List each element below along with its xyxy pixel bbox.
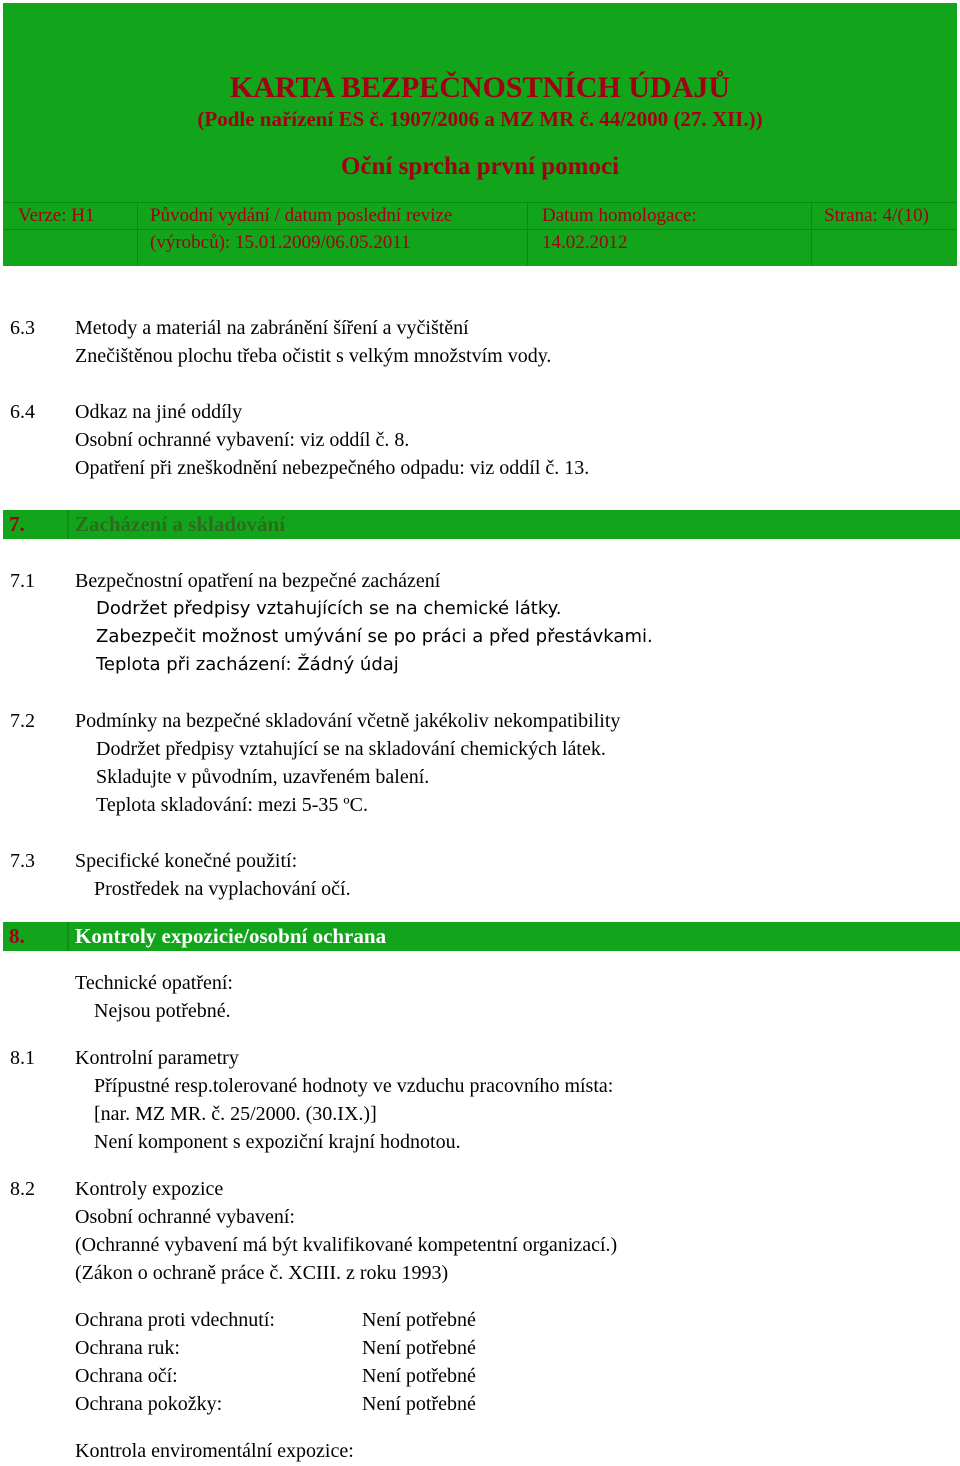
- section-7-2-text: Skladujte v původním, uzavřeném balení.: [96, 766, 430, 788]
- heading-divider: [67, 922, 69, 951]
- section-7-1-text: Teplota při zacházení: Žádný údaj: [96, 654, 399, 675]
- section-8-1-text: [nar. MZ MR. č. 25/2000. (30.IX.)]: [94, 1103, 377, 1125]
- homologation-label: Datum homologace:: [542, 205, 697, 226]
- protection-label: Ochrana očí:: [75, 1365, 178, 1387]
- section-6-3-number: 6.3: [10, 317, 35, 339]
- section-7-2-text: Dodržet předpisy vztahující se na skladování chemických látek.: [96, 738, 606, 760]
- section-6-3-title: Metody a materiál na zabránění šíření a vyčištění: [75, 317, 469, 339]
- protection-value: Není potřebné: [362, 1365, 476, 1387]
- meta-col-divider: [811, 202, 812, 266]
- section-8-1-number: 8.1: [10, 1047, 35, 1069]
- section-7-1-number: 7.1: [10, 570, 35, 592]
- meta-divider: [3, 202, 957, 203]
- section-7-title: Zacházení a skladování: [75, 512, 286, 536]
- page-number: Strana: 4/(10): [824, 205, 930, 226]
- meta-col-divider: [137, 202, 138, 266]
- document-header: [3, 3, 957, 266]
- meta-row-divider: [3, 229, 957, 230]
- section-6-4-title: Odkaz na jiné oddíly: [75, 401, 243, 423]
- section-8-2-text: (Ochranné vybavení má být kvalifikované kompetentní organizací.): [75, 1234, 618, 1256]
- product-name: Oční sprcha první pomoci: [340, 153, 620, 180]
- section-7-2-number: 7.2: [10, 710, 35, 732]
- section-7-3-title: Specifické konečné použití:: [75, 850, 298, 872]
- section-7-3-text: Prostředek na vyplachování očí.: [94, 878, 351, 900]
- protection-label: Ochrana pokožky:: [75, 1393, 223, 1415]
- section-8-title: Kontroly expozicie/osobní ochrana: [75, 924, 387, 948]
- section-7-1-text: Zabezpečit možnost umývání se po práci a před přestávkami.: [96, 626, 653, 647]
- section-6-4-number: 6.4: [10, 401, 35, 423]
- section-6-4-text: Osobní ochranné vybavení: viz oddíl č. 8.: [75, 429, 410, 451]
- protection-value: Není potřebné: [362, 1309, 476, 1331]
- section-7-heading-bar: [3, 510, 960, 539]
- section-7-1-title: Bezpečnostní opatření na bezpečné zacházení: [75, 570, 441, 592]
- protection-label: Ochrana proti vdechnutí:: [75, 1309, 275, 1331]
- section-8-heading-bar: [3, 922, 960, 951]
- section-7-3-number: 7.3: [10, 850, 35, 872]
- environmental-exposure-title: Kontrola enviromentální expozice:: [75, 1440, 354, 1462]
- section-7-2-title: Podmínky na bezpečné skladování včetně jakékoliv nekompatibility: [75, 710, 621, 732]
- section-8-2-text: (Zákon o ochraně práce č. XCIII. z roku 1993): [75, 1262, 449, 1284]
- section-8-1-text: Není komponent s expoziční krajní hodnotou.: [94, 1131, 461, 1153]
- section-8-2-text: Osobní ochranné vybavení:: [75, 1206, 295, 1228]
- section-8-2-number: 8.2: [10, 1178, 35, 1200]
- section-6-4-text: Opatření při zneškodnění nebezpečného odpadu: viz oddíl č. 13.: [75, 457, 590, 479]
- homologation-date: 14.02.2012: [542, 232, 628, 253]
- section-8-1-text: Přípustné resp.tolerované hodnoty ve vzduchu pracovního místa:: [94, 1075, 614, 1097]
- section-7-1-text: Dodržet předpisy vztahujících se na chemické látky.: [96, 598, 562, 619]
- section-6-3-text: Znečištěnou plochu třeba očistit s velkým množstvím vody.: [75, 345, 552, 367]
- section-7-number: 7.: [9, 512, 25, 536]
- protection-value: Není potřebné: [362, 1393, 476, 1415]
- section-8-2-title: Kontroly expozice: [75, 1178, 224, 1200]
- issue-label: Původní vydání / datum poslední revize: [150, 205, 453, 226]
- section-7-2-text: Teplota skladování: mezi 5-35 ºC.: [96, 794, 368, 816]
- section-8-number: 8.: [9, 924, 25, 948]
- section-8-1-title: Kontrolní parametry: [75, 1047, 239, 1069]
- issue-date: (výrobců): 15.01.2009/06.05.2011: [150, 232, 411, 253]
- meta-col-divider: [527, 202, 528, 266]
- regulation-subtitle: (Podle nařízení ES č. 1907/2006 a MZ MR č. 44/2000 (27. XII.)): [197, 107, 763, 131]
- heading-divider: [67, 510, 69, 539]
- protection-label: Ochrana ruk:: [75, 1337, 180, 1359]
- protection-value: Není potřebné: [362, 1337, 476, 1359]
- technical-measures-title: Technické opatření:: [75, 972, 233, 994]
- document-title: KARTA BEZPEČNOSTNÍCH ÚDAJŮ: [229, 71, 731, 104]
- technical-measures-text: Nejsou potřebné.: [94, 1000, 231, 1022]
- version: Verze: H1: [18, 205, 95, 226]
